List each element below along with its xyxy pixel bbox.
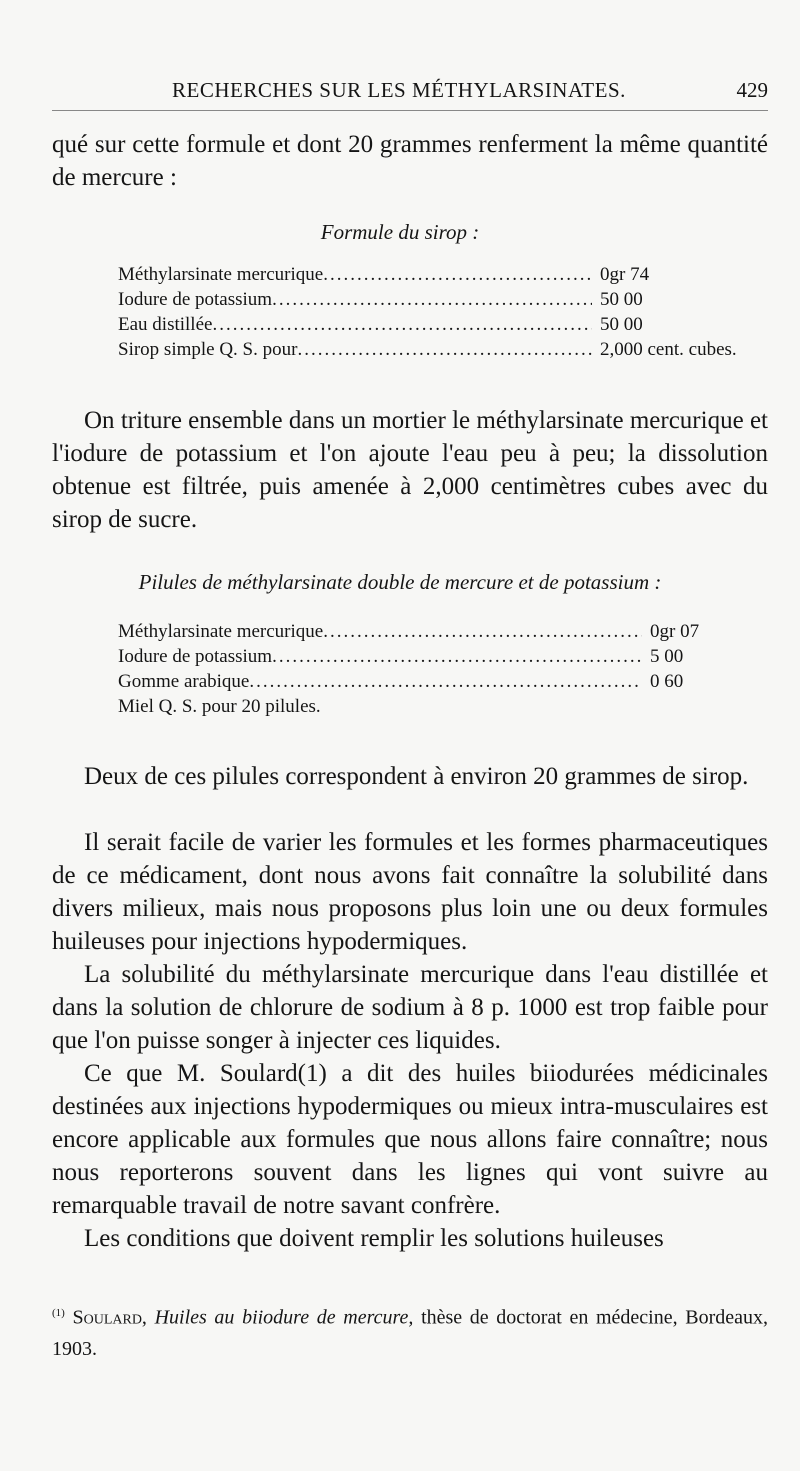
formula-row — [118, 287, 758, 312]
ingredient-label: Méthylarsinate mercurique — [118, 621, 324, 642]
header-rule — [52, 110, 768, 111]
ingredient-value: 2,000 cent. cubes. — [600, 339, 737, 360]
leader-dots — [212, 312, 592, 337]
ingredient-value: 0gr 07 — [650, 621, 700, 642]
footnote — [52, 1298, 768, 1365]
leader-dots — [272, 644, 642, 669]
body-paragraph: Les conditions que doivent remplir les solutions huileuses — [84, 1225, 664, 1252]
formula-row — [118, 337, 758, 362]
pills-formula — [118, 619, 758, 719]
ingredient-value: 50 00 — [600, 314, 643, 335]
body-paragraph: Ce que M. Soulard(1) a dit des huiles biiodurées médicinales destinées aux injections hypodermiques ou mieux intra-musculaires est encore applicable aux formules que nous allons faire connaître; nous nous reporterons souvent dans les lignes qui vont suivre au remarquable travail de notre savant confrère. — [52, 1060, 768, 1219]
formula-row — [118, 262, 758, 287]
body-paragraph: La solubilité du méthylarsinate mercurique dans l'eau distillée et dans la solution de chlorure de sodium à 8 p. 1000 est trop faible pour que l'on puisse songer à injecter ces liquides. — [52, 961, 768, 1054]
ingredient-value: 0 60 — [650, 671, 684, 692]
syrup-formula — [118, 262, 758, 362]
ingredient-label: Miel Q. S. pour 20 pilules. — [118, 696, 321, 717]
page-number: 429 — [736, 78, 768, 102]
running-head — [52, 78, 768, 112]
leader-dots — [297, 337, 592, 362]
formula-row — [118, 312, 758, 337]
footnote-marker: (1) — [52, 1307, 65, 1319]
footnote-title: Huiles au biiodure de mercure, — [154, 1306, 414, 1329]
ingredient-value: 0gr 74 — [600, 264, 650, 285]
ingredient-value: 5 00 — [650, 646, 684, 667]
ingredient-label: Eau distillée — [118, 314, 213, 335]
formula-row — [118, 669, 758, 694]
intro-paragraph: qué sur cette formule et dont 20 grammes renferment la même quantité de mercure : — [52, 131, 768, 191]
ingredient-label: Iodure de potassium — [118, 289, 273, 310]
leader-dots — [249, 669, 642, 694]
ingredient-label: Sirop simple Q. S. pour — [118, 339, 298, 360]
body-paragraph: Il serait facile de varier les formules et les formes pharmaceutiques de ce médicament, dont nous avons fait connaître la solubilité dans divers milieux, mais nous proposons plus loin une ou deux formules huileuses pour injections hypodermiques. — [52, 829, 768, 955]
formula-row — [118, 619, 758, 644]
ingredient-label: Méthylarsinate mercurique — [118, 264, 324, 285]
ingredient-label: Iodure de potassium — [118, 646, 273, 667]
leader-dots — [323, 619, 642, 644]
body-paragraph: Deux de ces pilules correspondent à environ 20 grammes de sirop. — [84, 763, 749, 790]
ingredient-label: Gomme arabique — [118, 671, 250, 692]
leader-dots — [272, 287, 592, 312]
formula-row — [118, 644, 758, 669]
preparation-paragraph: On triture ensemble dans un mortier le méthylarsinate mercurique et l'iodure de potassium et l'on ajoute l'eau peu à peu; la dissolution obtenue est filtrée, puis amenée à 2,000 centimètres cubes avec du sirop de sucre. — [52, 407, 768, 533]
running-title: RECHERCHES SUR LES MÉTHYLARSINATES. — [172, 78, 626, 102]
ingredient-value: 50 00 — [600, 289, 643, 310]
pills-heading: Pilules de méthylarsinate double de mercure et de potassium : — [138, 570, 662, 594]
footnote-author: Soulard, — [72, 1306, 147, 1329]
formula-row — [118, 694, 758, 719]
leader-dots — [323, 262, 592, 287]
footnote-details: thèse de doctorat en médecine, Bordeaux, 1903. — [52, 1306, 769, 1360]
syrup-heading: Formule du sirop : — [320, 220, 480, 244]
